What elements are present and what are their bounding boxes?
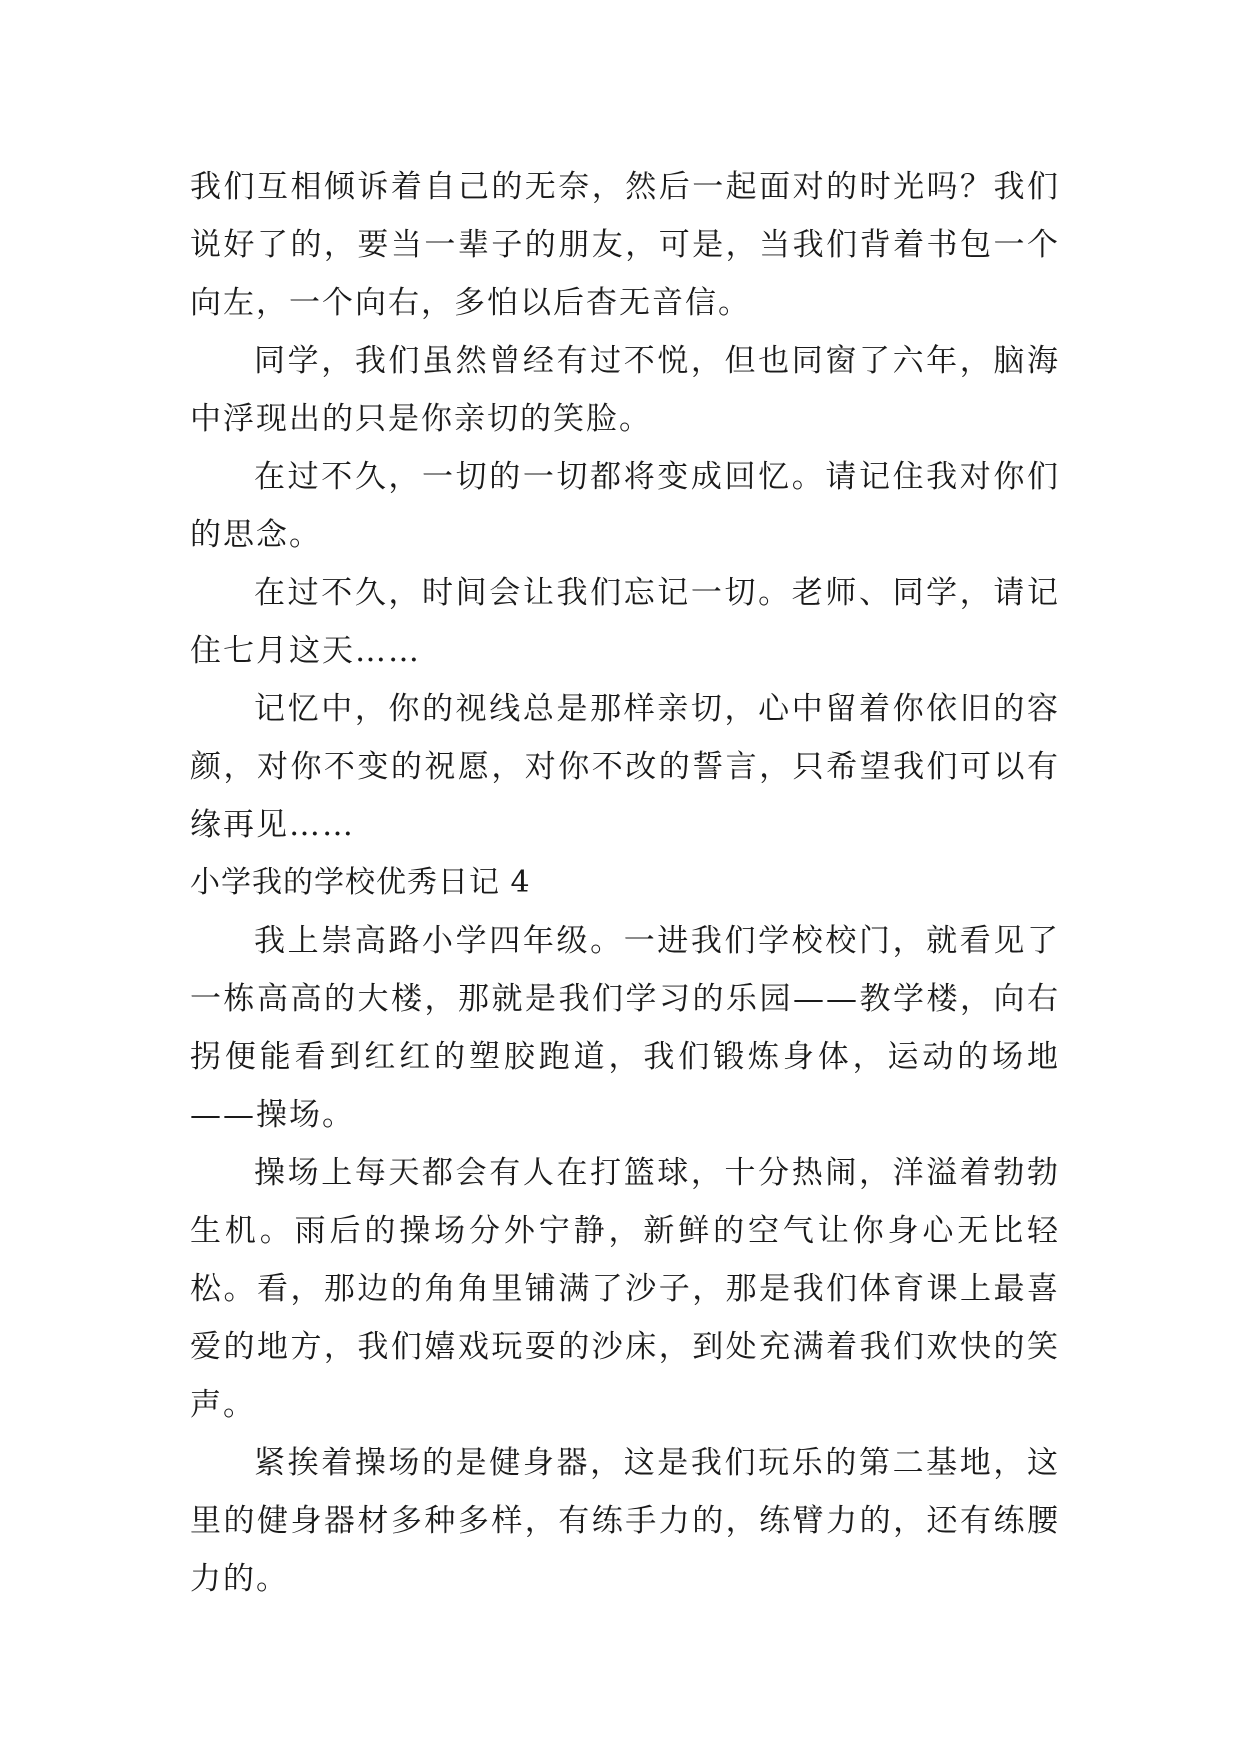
section-heading: 小学我的学校优秀日记 4 (190, 865, 531, 900)
paragraph-classmates: 同学，我们虽然曾经有过不悦，但也同窗了六年，脑海中浮现出的只是你亲切的笑脸。 (190, 343, 1060, 437)
paragraph-memories: 在过不久，一切的一切都将变成回忆。请记住我对你们的思念。 (190, 459, 1060, 553)
paragraph-farewell: 记忆中，你的视线总是那样亲切，心中留着你依旧的容颜，对你不变的祝愿，对你不改的誓言，只希望我们可以有缘再见…… (190, 691, 1060, 843)
paragraph-playground: 操场上每天都会有人在打篮球，十分热闹，洋溢着勃勃生机。雨后的操场分外宁静，新鲜的空气让你身心无比轻松。看，那边的角角里铺满了沙子，那是我们体育课上最喜爱的地方，我们嬉戏玩耍的沙床，到处充满着我们欢快的笑声。 (190, 1155, 1060, 1423)
paragraph-fitness: 紧挨着操场的是健身器，这是我们玩乐的第二基地，这里的健身器材多种多样，有练手力的，练臂力的，还有练腰力的。 (190, 1445, 1060, 1597)
document-page (190, 158, 1060, 1608)
paragraph-school-intro: 我上崇高路小学四年级。一进我们学校校门，就看见了一栋高高的大楼，那就是我们学习的乐园——教学楼，向右拐便能看到红红的塑胶跑道，我们锻炼身体，运动的场地——操场。 (190, 923, 1060, 1133)
paragraph-friends-time: 我们互相倾诉着自己的无奈，然后一起面对的时光吗？我们说好了的，要当一辈子的朋友，可是，当我们背着书包一个向左，一个向右，多怕以后杳无音信。 (190, 169, 1060, 321)
paragraph-forget: 在过不久，时间会让我们忘记一切。老师、同学，请记住七月这天…… (190, 575, 1060, 669)
